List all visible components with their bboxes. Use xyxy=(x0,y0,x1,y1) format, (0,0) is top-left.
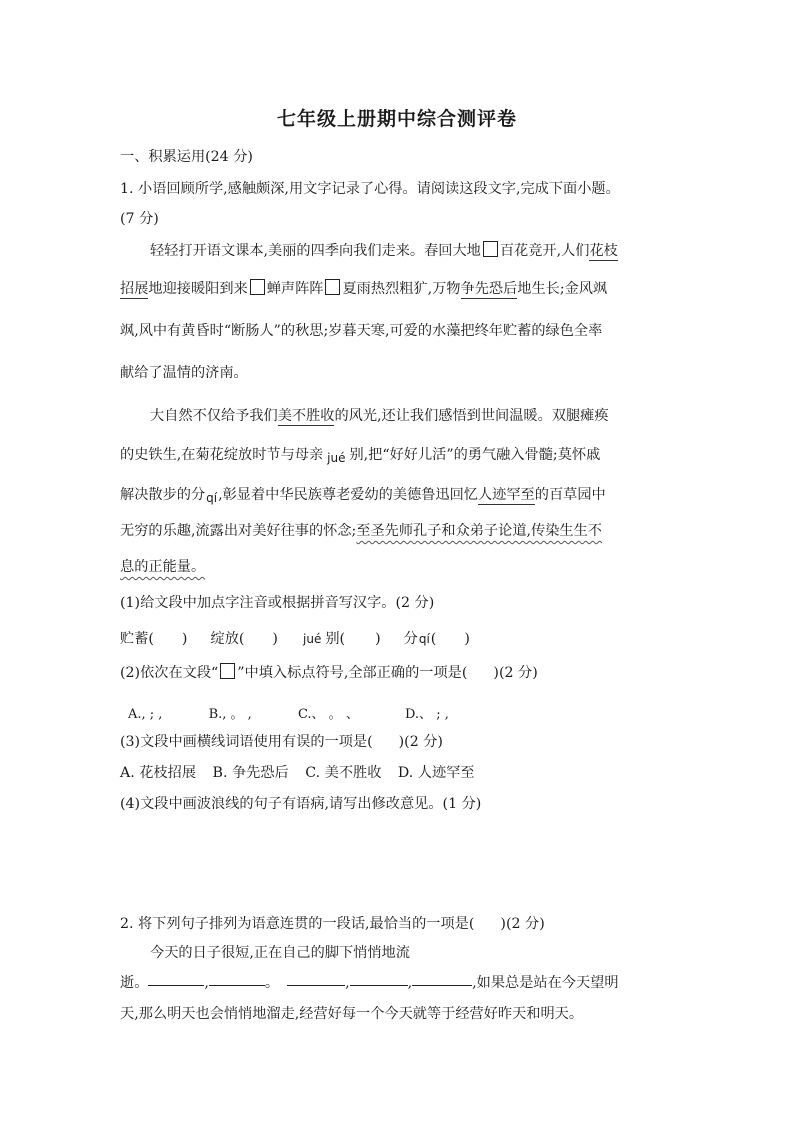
passage-2-line-1 xyxy=(150,405,609,425)
sub-question-3-options xyxy=(120,762,493,782)
question-2-line-1: 今天的日子很短,正在自己的脚下悄悄地流 xyxy=(150,945,410,961)
text: (2)依次在文段“ xyxy=(120,665,219,681)
text: 。 xyxy=(264,975,280,991)
text: ) xyxy=(375,631,381,647)
passage-1-line-2 xyxy=(120,278,607,298)
text: , xyxy=(204,975,209,991)
text: 逝。 xyxy=(120,975,149,991)
blank-box-icon xyxy=(220,663,235,679)
text: 大自然不仅给予我们 xyxy=(150,408,278,424)
text: 解决散步的分 xyxy=(120,487,206,503)
question-2-line-2 xyxy=(120,972,619,992)
passage-2-line-2 xyxy=(120,444,600,464)
fill-blank[interactable] xyxy=(350,984,408,986)
text: 的百草园中 xyxy=(534,487,606,503)
blank-box-1 xyxy=(483,241,498,257)
question-2-stem xyxy=(120,913,545,933)
question-1-stem: 1. 小语回顾所学,感触颇深,用文字记录了心得。请阅读这段文字,完成下面小题。 xyxy=(120,181,620,197)
text: 百花竞开,人们 xyxy=(499,243,590,259)
passage-2-line-5 xyxy=(120,556,205,576)
sub-question-4: (4)文段中画波浪线的句子有语病,请写出修改意见。(1 分) xyxy=(120,796,482,812)
text: 地生长;金风飒 xyxy=(517,281,608,297)
text: 蝉声阵阵 xyxy=(266,281,324,297)
text: 绽放( xyxy=(210,631,245,647)
text: 夏雨热烈粗犷,万物 xyxy=(342,281,461,297)
pinyin: jué xyxy=(327,451,346,465)
underlined-word: 招展 xyxy=(120,281,149,297)
question-1-points: (7 分) xyxy=(120,211,159,227)
pinyin: jué xyxy=(303,632,322,646)
text: ( xyxy=(430,631,437,647)
underlined-word: 争先恐后 xyxy=(460,281,518,297)
text: 地迎接暖阳到来 xyxy=(148,281,248,297)
text: ,彰显着中华民族尊老爱幼的美德鲁迅回忆 xyxy=(218,487,478,503)
question-2-line-3: 天,那么明天也会悄悄地溜走,经营好每一个今天就等于经营好昨天和明天。 xyxy=(120,1006,584,1022)
option-b[interactable]: B., 。 , xyxy=(208,707,252,722)
sub-question-3 xyxy=(120,731,443,751)
text: 别( xyxy=(325,631,346,647)
pinyin: qí xyxy=(418,632,430,646)
sub-question-2 xyxy=(120,662,538,682)
text: 贮蓄( xyxy=(120,631,154,647)
fill-blank[interactable] xyxy=(287,984,345,986)
section-heading: 一、积累运用(24 分) xyxy=(120,149,253,165)
text: )(2 分) xyxy=(398,734,443,750)
wavy-underlined-sentence: 息的正能量。 xyxy=(120,559,206,575)
text: 的风光,还让我们感悟到世间温暖。双腿瘫痪 xyxy=(334,408,609,424)
text: 的史铁生,在菊花绽放时节与母亲 xyxy=(120,447,324,463)
passage-1-line-1 xyxy=(150,240,618,260)
passage-2-line-3 xyxy=(120,484,606,504)
blank-box-3 xyxy=(325,279,340,295)
text: ) xyxy=(464,631,470,647)
text: 轻轻打开语文课本,美丽的四季向我们走来。春回大地 xyxy=(150,243,481,259)
sub-question-1-items xyxy=(120,628,470,648)
sub-question-2-options xyxy=(128,703,467,722)
option-c[interactable]: C.、 。 、 xyxy=(297,707,359,722)
text: (3)文段中画横线词语使用有误的一项是( xyxy=(120,734,373,750)
text: , xyxy=(345,975,350,991)
option-c[interactable]: C. 美不胜收 xyxy=(305,765,382,781)
text: 2. 将下列句子排列为语意连贯的一段话,最恰当的一项是( xyxy=(120,916,475,932)
text: ,如果总是站在今天望明 xyxy=(472,975,619,991)
pinyin: qí xyxy=(206,491,218,505)
text: 别,把“好好儿活”的勇气融入骨髓;莫怀戚 xyxy=(349,447,601,463)
option-d[interactable]: D.、 ; , xyxy=(404,707,449,722)
fill-blank[interactable] xyxy=(209,984,265,986)
passage-2-line-4 xyxy=(120,520,602,540)
page-title: 七年级上册期中综合测评卷 xyxy=(276,108,517,130)
fill-blank[interactable] xyxy=(412,984,472,986)
text: 无穷的乐趣,流露出对美好往事的怀念; xyxy=(120,523,357,539)
blank-box-2 xyxy=(250,279,265,295)
passage-1-line-4: 献给了温情的济南。 xyxy=(120,365,248,381)
wavy-underlined-sentence: 至圣先师孔子和众弟子论道,传染生生不 xyxy=(356,523,602,539)
option-d[interactable]: D. 人迹罕至 xyxy=(397,765,475,781)
option-a[interactable]: A. 花枝招展 xyxy=(120,765,197,781)
text: ) xyxy=(272,631,278,647)
underlined-word: 人迹罕至 xyxy=(477,487,535,503)
text: )(2 分) xyxy=(493,665,538,681)
sub-question-1: (1)给文段中加点字注音或根据拼音写汉字。(2 分) xyxy=(120,595,435,611)
fill-blank[interactable] xyxy=(148,984,204,986)
underlined-word: 美不胜收 xyxy=(277,408,335,424)
text: ”中填入标点符号,全部正确的一项是( xyxy=(237,665,468,681)
text: 分 xyxy=(403,631,418,647)
option-a[interactable]: A., ; , xyxy=(128,707,163,722)
passage-1-line-3: 飒,风中有黄昏时“断肠人”的秋思;岁暮天寒,可爱的水藻把终年贮蓄的绿色全率 xyxy=(120,323,603,339)
text: ) xyxy=(181,631,188,647)
text: , xyxy=(407,975,413,991)
text: )(2 分) xyxy=(500,916,545,932)
underlined-word: 花枝 xyxy=(589,243,618,259)
option-b[interactable]: B. 争先恐后 xyxy=(212,765,289,781)
